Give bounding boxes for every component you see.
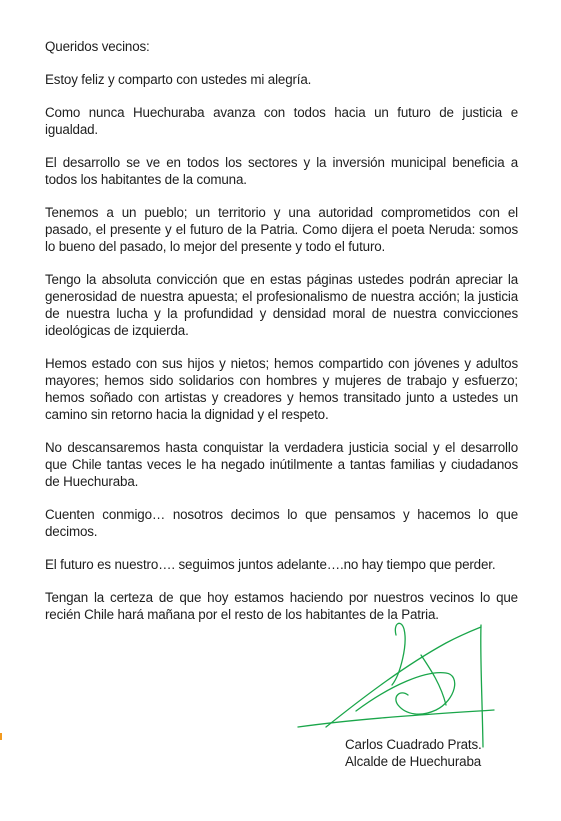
- letter-paragraph: Tenemos a un pueblo; un territorio y una autoridad comprometidos con el pasado, el presente y el futuro de la Patria. Como dijera el poeta Neruda: somos lo bueno del pasado, lo mejor del presente y todo el futuro.: [45, 205, 518, 254]
- letter-paragraph: Estoy feliz y comparto con ustedes mi alegría.: [45, 72, 312, 87]
- signatory-title: Alcalde de Huechuraba: [345, 754, 482, 769]
- letter-paragraph: Hemos estado con sus hijos y nietos; hemos compartido con jóvenes y adultos mayores; hemos sido solidarios con hombres y mujeres de trabajo y esfuerzo; hemos soñado con artistas y creadores y hemos transitado junto a ustedes un camino sin retorno hacia la dignidad y el respeto.: [45, 356, 518, 422]
- letter-paragraph: Tengan la certeza de que hoy estamos haciendo por nuestros vecinos lo que recién Chile hará mañana por el resto de los habitantes de la Patria.: [45, 590, 518, 622]
- page-edge-mark: [0, 733, 2, 740]
- letter-paragraph: Como nunca Huechuraba avanza con todos hacia un futuro de justicia e igualdad.: [45, 105, 518, 137]
- letter-paragraph: El desarrollo se ve en todos los sectores y la inversión municipal beneficia a todos los habitantes de la comuna.: [45, 155, 518, 187]
- letter-body: [45, 38, 518, 639]
- letter-paragraph: Cuenten conmigo… nosotros decimos lo que pensamos y hacemos lo que decimos.: [45, 507, 518, 539]
- letter-paragraph: El futuro es nuestro…. seguimos juntos adelante….no hay tiempo que perder.: [45, 557, 496, 572]
- letter-greeting: Queridos vecinos:: [45, 39, 150, 54]
- signature-block: [345, 736, 482, 770]
- handwritten-signature: [296, 615, 496, 755]
- letter-paragraph: Tengo la absoluta convicción que en estas páginas ustedes podrán apreciar la generosidad de nuestra apuesta; el profesionalismo de nuestra acción; la justicia de nuestra lucha y la profundidad y densidad moral de nuestra convicciones ideológicas de izquierda.: [45, 272, 518, 338]
- letter-paragraph: No descansaremos hasta conquistar la verdadera justicia social y el desarrollo que Chile tantas veces le ha negado inútilmente a tantas familias y ciudadanos de Huechuraba.: [45, 440, 518, 489]
- signatory-name: Carlos Cuadrado Prats.: [345, 737, 482, 752]
